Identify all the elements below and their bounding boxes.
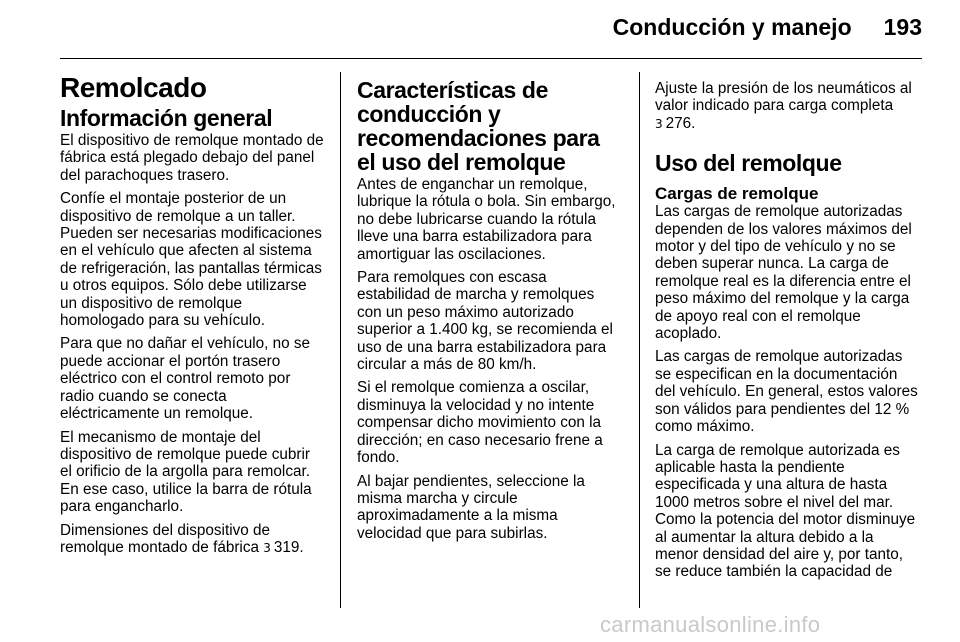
paragraph: Las cargas de remolque autorizadas se especifican en la documentación del vehículo. En general, estos valores son válidos para pendientes del 12 % como máximo. <box>655 348 918 436</box>
paragraph-text: Ajuste la presión de los neumáticos al valor indicado para carga completa <box>655 80 912 115</box>
header-rule <box>60 58 922 59</box>
paragraph: Para remolques con escasa estabilidad de marcha y remolques con un peso máximo autorizado superior a 1.400 kg, se recomienda el uso de una barra estabilizadora para circular a más de 80 km/h. <box>357 269 613 374</box>
column-divider-1 <box>340 72 341 608</box>
column-1 <box>60 72 324 563</box>
column-3 <box>655 80 919 587</box>
paragraph-with-reference <box>60 522 324 558</box>
section-title: Conducción y manejo <box>612 14 852 40</box>
section-heading-remolcado: Remolcado <box>60 72 207 103</box>
heading-caracteristicas-conduccion: Características de conducción y recomendaciones para el uso del remolque <box>357 77 600 175</box>
page-header <box>60 14 922 50</box>
subheading-informacion-general: Información general <box>60 105 273 131</box>
watermark: carmanualsonline.info <box>600 612 821 637</box>
paragraph: La carga de remolque autorizada es aplicable hasta la pendiente especificada y una altura de hasta 1000 metros sobre el nivel del mar. Como la potencia del motor disminuye al aumentar la altura debido a la menor densidad del aire y, por tanto, se reduce también la capacidad de <box>655 441 916 581</box>
page-reference-icon: 3 <box>263 540 271 555</box>
paragraph: Para que no dañar el vehículo, no se puede accionar el portón trasero eléctrico con el control remoto por radio cuando se conecta eléctricamente un remolque. <box>60 335 311 423</box>
column-2 <box>357 78 621 548</box>
paragraph: El mecanismo de montaje del dispositivo de remolque puede cubrir el orificio de la argolla para remolcar. En ese caso, utilice la barra de rótula para engancharlo. <box>60 428 312 516</box>
paragraph: Al bajar pendientes, seleccione la misma marcha y circule aproximadamente a la misma velocidad que para subirlas. <box>357 472 585 542</box>
column-divider-2 <box>639 72 640 608</box>
subheading-cargas-de-remolque: Cargas de remolque <box>655 184 819 204</box>
heading-uso-del-remolque: Uso del remolque <box>655 150 842 177</box>
page-reference-link[interactable]: 276. <box>665 114 696 132</box>
paragraph: Antes de enganchar un remolque, lubrique la rótula o bola. Sin embargo, no debe lubricarse cuando la rótula lleve una barra estabilizadora para amortiguar las oscilaciones. <box>357 176 616 263</box>
paragraph-text: Dimensiones del dispositivo de remolque montado de fábrica <box>60 521 271 556</box>
paragraph: Confíe el montaje posterior de un dispositivo de remolque a un taller. Pueden ser necesarias modificaciones en el vehículo que afecten al sistema de refrigeración, las pantallas térmicas u otros equipos. Sólo debe utilizarse un dispositivo de remolque homologado para su vehículo. <box>60 190 322 330</box>
page-reference-icon: 3 <box>655 116 663 131</box>
page-number: 193 <box>883 14 922 40</box>
paragraph: Las cargas de remolque autorizadas dependen de los valores máximos del motor y del tipo de vehículo y no se deben superar nunca. La carga de remolque real es la diferencia entre el peso máximo del remolque y la carga de apoyo real con el remolque acoplado. <box>655 203 912 343</box>
page-reference-link[interactable]: 319. <box>273 538 304 556</box>
paragraph: Si el remolque comienza a oscilar, disminuya la velocidad y no intente compensar dicho movimiento con la dirección; en caso necesario frene a fondo. <box>357 379 603 467</box>
paragraph: El dispositivo de remolque montado de fábrica está plegado debajo del panel del parachoques trasero. <box>60 132 324 184</box>
paragraph-with-reference <box>655 80 919 133</box>
